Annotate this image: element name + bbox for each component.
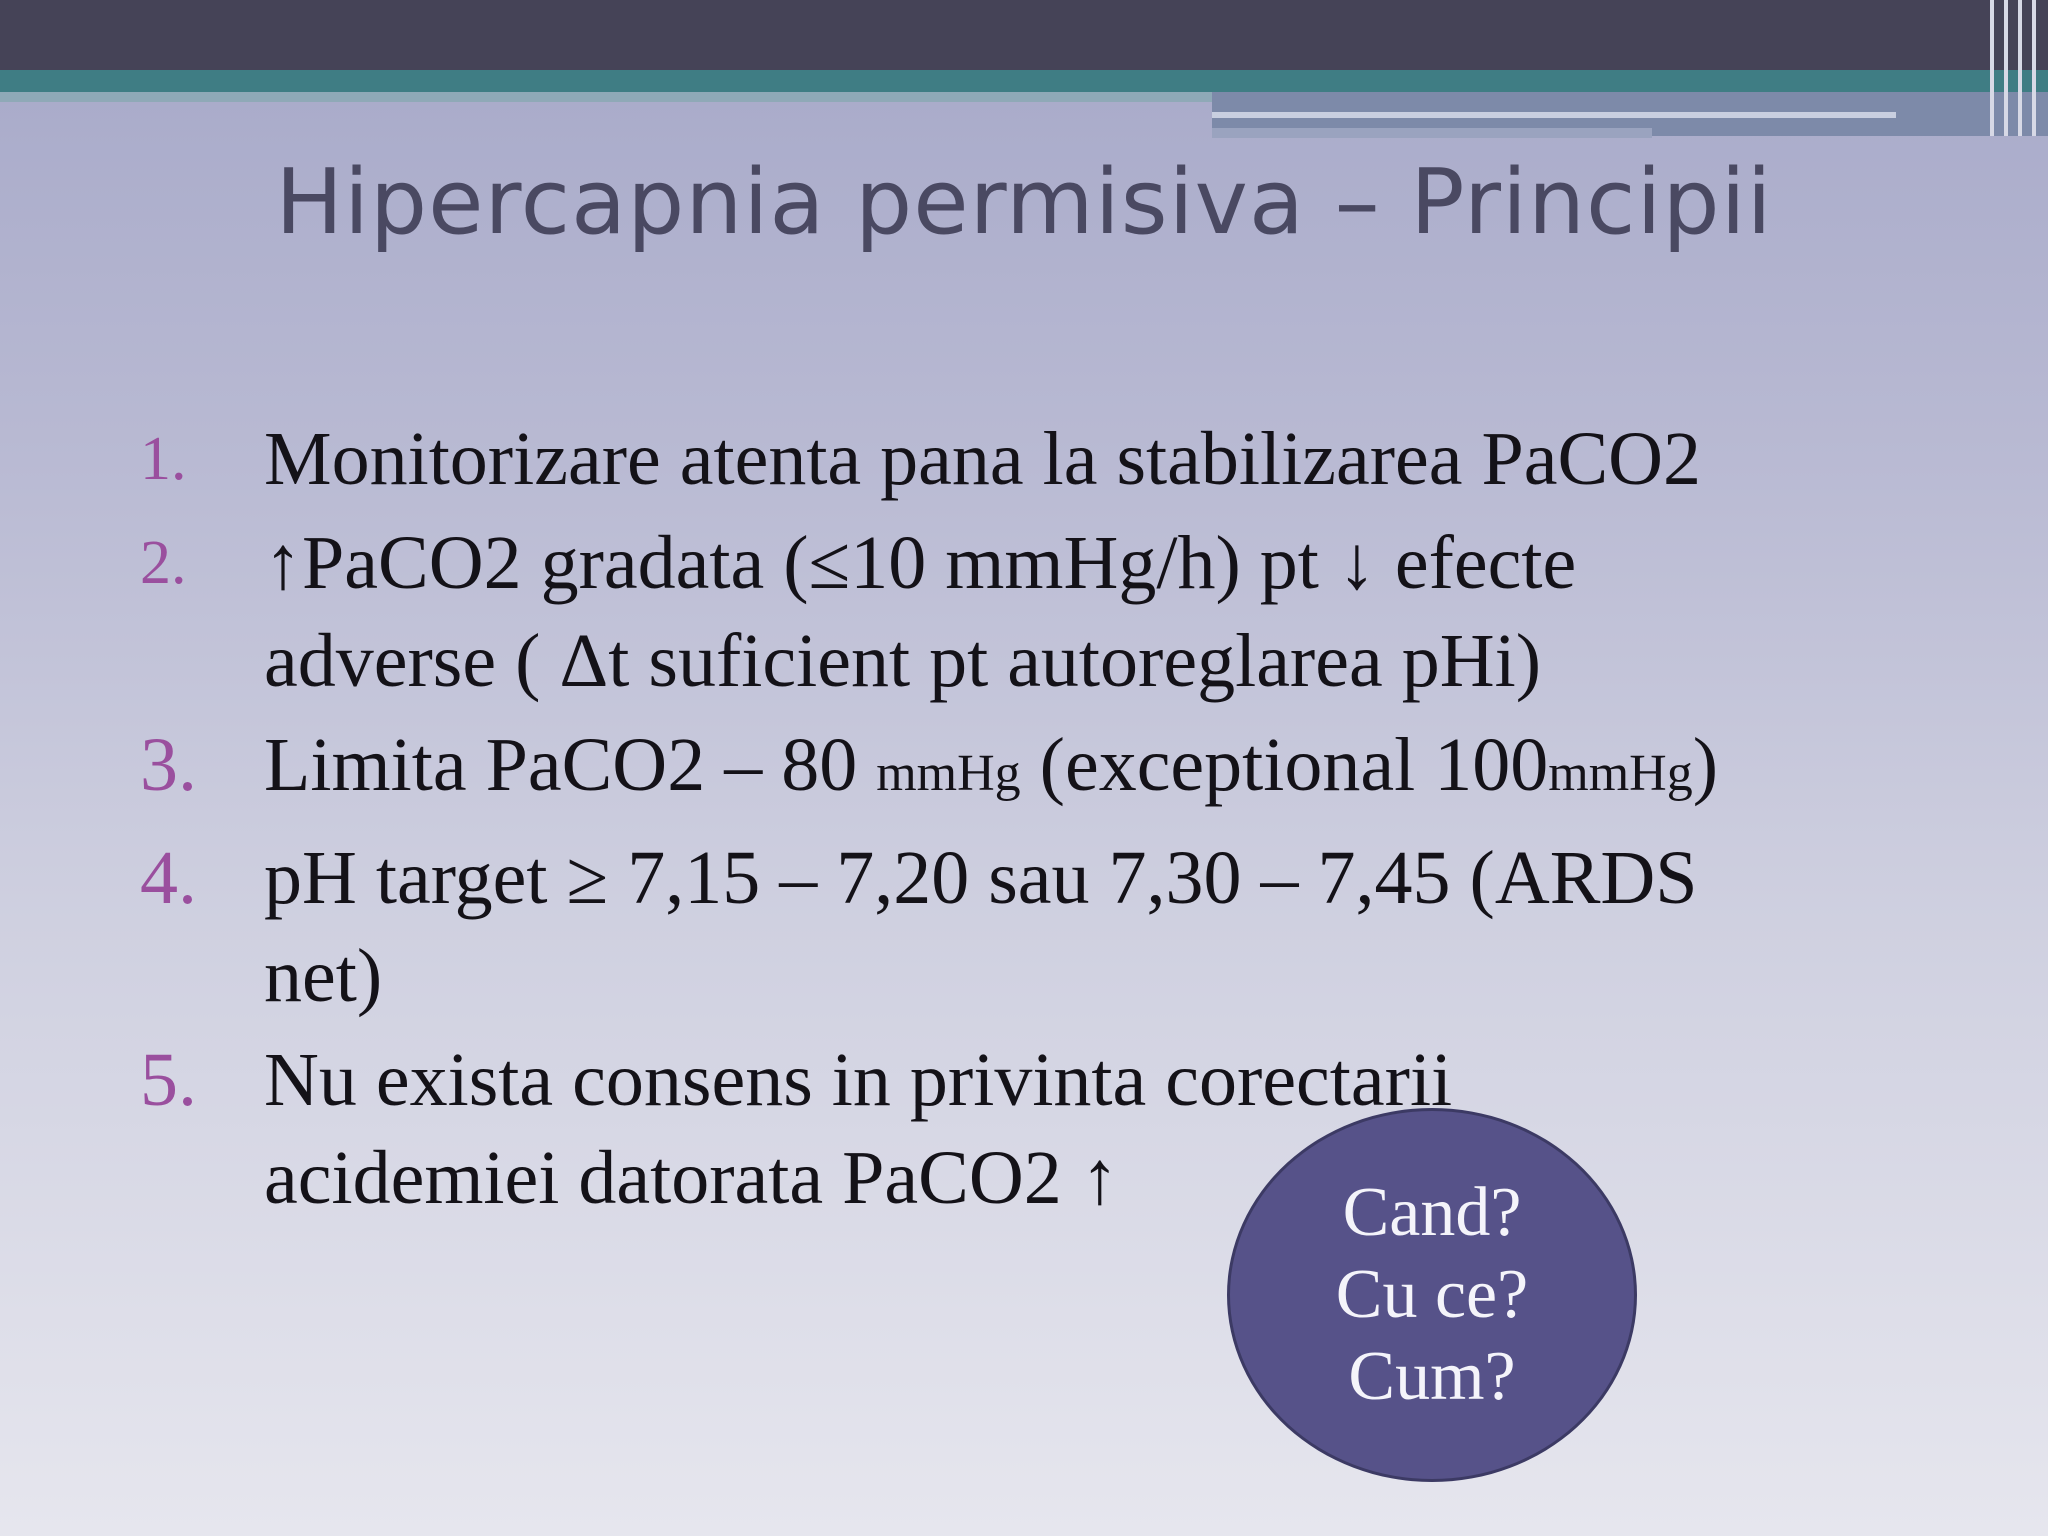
teal-stripe (0, 70, 2048, 92)
unit-small: mmHg (876, 745, 1021, 802)
list-item (140, 410, 2020, 508)
slide-title: Hipercapnia permisiva – Principii (275, 150, 1773, 255)
bubble-line: Cum? (1348, 1338, 1516, 1415)
item-text: Monitorizare atenta pana la stabilizarea PaCO2 (264, 417, 1702, 501)
edge-line (2004, 0, 2008, 136)
item-text-part: ) (1692, 723, 1719, 807)
bubble-line: Cu ce? (1335, 1256, 1529, 1333)
list-item (140, 829, 2020, 1025)
item-number: 5. (140, 1038, 197, 1122)
item-number: 2. (140, 529, 187, 597)
item-line: acidemiei datorata PaCO2 ↑ (264, 1136, 1119, 1220)
item-text (264, 829, 2020, 1025)
item-text (264, 514, 2020, 710)
list-item (140, 716, 2020, 823)
item-line: net) (264, 934, 383, 1018)
edge-line (2018, 0, 2022, 136)
item-text (264, 716, 2020, 823)
item-text-part: Limita PaCO2 – 80 (264, 723, 877, 807)
item-number: 1. (140, 425, 187, 493)
edge-line (2032, 0, 2036, 136)
question-bubble (1227, 1108, 1637, 1482)
right-stripe-lower (1212, 128, 1652, 138)
principles-list (140, 410, 2020, 1233)
edge-line (1990, 0, 1994, 136)
item-line: Nu exista consens in privinta corectarii (264, 1038, 1453, 1122)
item-line: ↑PaCO2 gradata (≤10 mmHg/h) pt ↓ efecte (264, 521, 1577, 605)
light-stripe (0, 92, 1212, 102)
unit-small: mmHg (1548, 745, 1693, 802)
list-item (140, 514, 2020, 710)
top-bar (0, 0, 2048, 70)
right-stripe-line (1212, 112, 1896, 118)
item-text-part: (exceptional 100 (1020, 723, 1549, 807)
list-item (140, 1031, 2020, 1227)
item-text (264, 1031, 2020, 1227)
item-line: pH target ≥ 7,15 – 7,20 sau 7,30 – 7,45 (ARDS (264, 836, 1698, 920)
item-number: 4. (140, 836, 197, 920)
bubble-line: Cand? (1342, 1174, 1522, 1251)
item-number: 3. (140, 723, 197, 807)
item-line: adverse ( Δt suficient pt autoreglarea pHi) (264, 619, 1542, 703)
